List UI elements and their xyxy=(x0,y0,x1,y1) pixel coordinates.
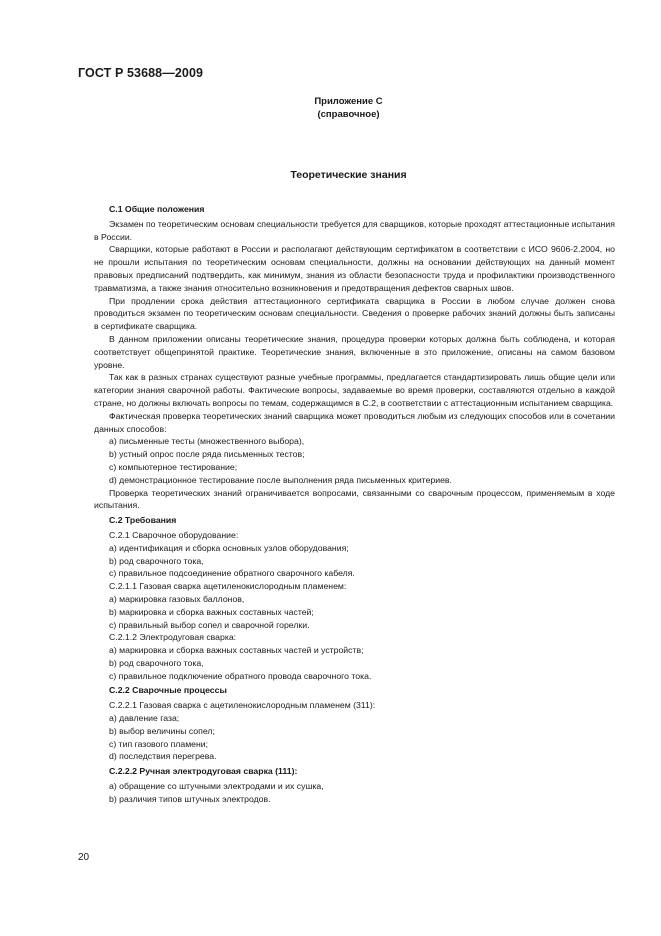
list-item: с) компьютерное тестирование; xyxy=(109,461,238,472)
section-title xyxy=(0,169,661,181)
list-item: а) маркировка газовых баллонов, xyxy=(109,593,245,604)
list-item: а) обращение со штучными электродами и их сушка, xyxy=(109,781,324,792)
heading-c2: С.2 Требования xyxy=(109,515,177,526)
section-title-text: Теоретические знания xyxy=(290,169,407,181)
heading-c1: С.1 Общие положения xyxy=(109,204,205,214)
annex-label xyxy=(0,95,661,121)
paragraph: В данном приложении описаны теоретические знания, процедура проверки которых должна быть соблюдена, и которая соответствует общепринятой практике. Теоретические знания, включенные в это приложение, описаны на самом базовом уровне. xyxy=(94,333,615,370)
list-item: b) выбор величины сопел; xyxy=(109,725,215,736)
list-item: b) маркировка и сборка важных составных частей; xyxy=(109,606,314,617)
list-item: с) правильное подключение обратного провода сварочного тока. xyxy=(109,670,372,681)
list-item: с) тип газового пламени; xyxy=(109,738,209,749)
list-item: b) различия типов штучных электродов. xyxy=(109,793,271,804)
list-item: b) род сварочного тока, xyxy=(109,657,204,668)
list-item: d) последствия перегрева. xyxy=(109,751,217,762)
paragraph: При продлении срока действия аттестационного сертификата сварщика в России в любом случае должен снова проводиться экзамен по теоретическим основам специальности. Сведения о проверке рабочих знаний должны быть записаны в сертификате сварщика. xyxy=(94,295,615,332)
annex-title: Приложение С xyxy=(314,96,383,107)
subsection-title: С.2.1.2 Электродуговая сварка: xyxy=(109,632,237,643)
subsection-title: С.2.1.1 Газовая сварка ацетиленокислородным пламенем: xyxy=(109,581,347,592)
list-item: а) идентификация и сборка основных узлов оборудования; xyxy=(109,542,349,553)
paragraph: Проверка теоретических знаний ограничивается вопросами, связанными со сварочным процессом, применяемым в ходе испытания. xyxy=(94,487,615,511)
list-item: d) демонстрационное тестирование после выполнения ряда письменных критериев. xyxy=(109,474,452,485)
document-id: ГОСТ Р 53688—2009 xyxy=(78,66,204,80)
page-number: 20 xyxy=(78,852,90,863)
paragraph: Сварщики, которые работают в России и располагают действующим сертификатом в соответствии с ИСО 9606-2.2004, но не прошли испытания по теоретическим основам специальности, должны на основании действующих на данный момент правовых предписаний подтвердить, как минимум, знания из области безопасности труда и профилактики производственного травматизма, а также знания относительно возникновения и предотвращения дефектов сварных швов. xyxy=(94,244,615,293)
subsection-title: С.2.2.1 Газовая сварка с ацетиленокислородным пламенем (311): xyxy=(109,700,376,711)
paragraph: Фактическая проверка теоретических знаний сварщика может проводиться любым из следующих способов или в сочетании данных способов: xyxy=(94,410,615,434)
heading-c222: С.2.2.2 Ручная электродуговая сварка (111): xyxy=(109,766,298,777)
paragraph: Так как в разных странах существуют разные учебные программы, предлагается стандартизировать лишь общие цели или категории знания сварочной работы. Фактические вопросы, задаваемые во время проверки, составляются отдельно в каждой стране, но должны включать вопросы по темам, содержащимся в С.2, в соответствии с аттестационным испытанием сварщика. xyxy=(94,372,615,408)
list-item: а) давление газа; xyxy=(109,713,180,724)
heading-c22: С.2.2 Сварочные процессы xyxy=(109,685,227,696)
list-item: с) правильный выбор сопел и сварочной горелки. xyxy=(109,619,310,630)
annex-type: (справочное) xyxy=(317,109,380,120)
list-item: а) маркировка и сборка важных составных частей и устройств; xyxy=(109,645,364,656)
list-item: с) правильное подсоединение обратного сварочного кабеля. xyxy=(109,568,355,579)
paragraph: Экзамен по теоретическим основам специальности требуется для сварщиков, которые проходят аттестационные испытания в России. xyxy=(94,218,615,242)
document-body xyxy=(94,203,615,806)
list-item: b) устный опрос после ряда письменных тестов; xyxy=(109,449,305,460)
list-item: а) письменные тесты (множественного выбора), xyxy=(109,436,305,447)
subsection-title: С.2.1 Сварочное оборудование: xyxy=(109,529,239,540)
list-item: b) род сварочного тока, xyxy=(109,555,204,566)
